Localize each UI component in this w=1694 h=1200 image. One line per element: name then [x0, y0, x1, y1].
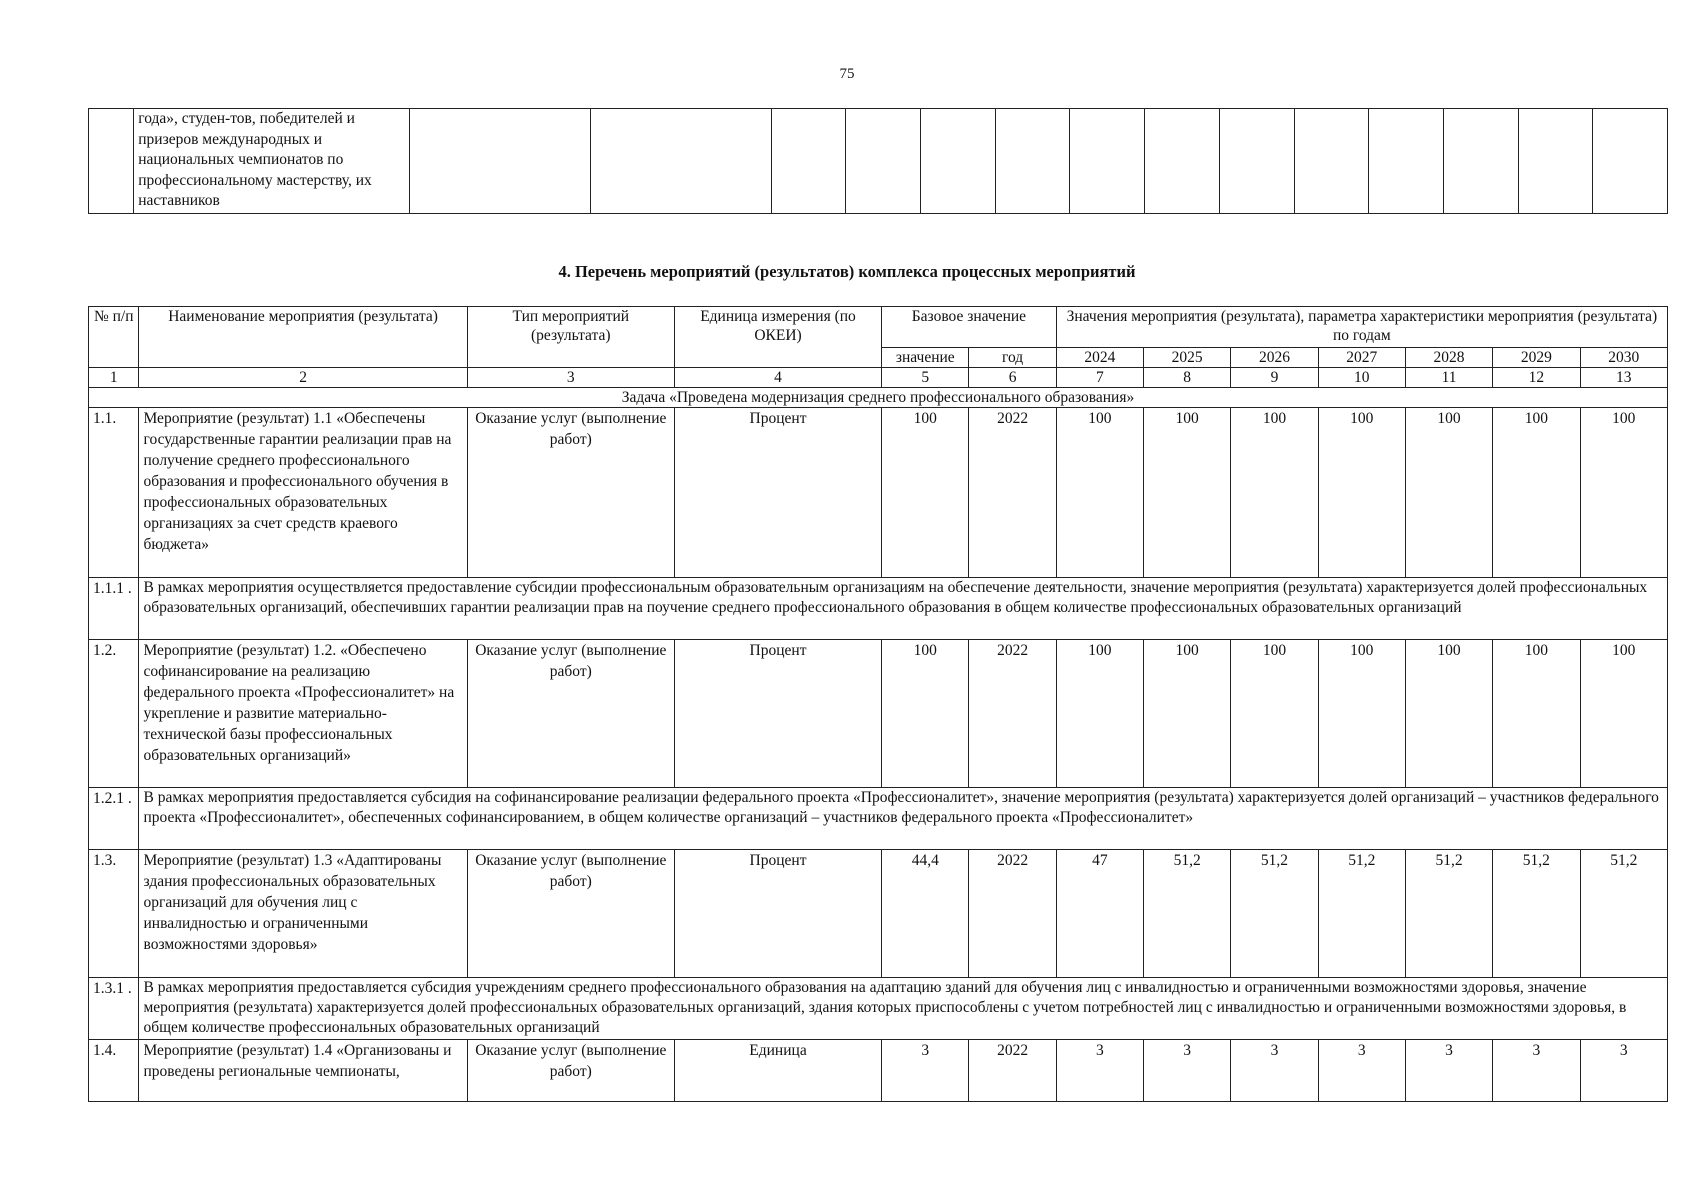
item-unit: Процент	[674, 640, 881, 788]
column-number: 13	[1580, 368, 1668, 388]
column-number: 5	[882, 368, 969, 388]
item-base-value: 100	[882, 640, 969, 788]
item-unit: Единица	[674, 1040, 881, 1102]
column-number: 12	[1493, 368, 1580, 388]
item-unit: Процент	[674, 850, 881, 978]
header-values: Значения мероприятия (результата), параметра характеристики мероприятия (результата) по годам	[1056, 307, 1667, 348]
header-base-value: значение	[882, 348, 969, 368]
item-type: Оказание услуг (выполнение работ)	[467, 850, 674, 978]
header-year: 2030	[1580, 348, 1668, 368]
description-number: 1.1.1 .	[89, 578, 139, 640]
item-value: 3	[1318, 1040, 1405, 1102]
column-number: 2	[139, 368, 467, 388]
item-value: 100	[1493, 408, 1580, 578]
header-name: Наименование мероприятия (результата)	[139, 307, 467, 368]
item-base-value: 44,4	[882, 850, 969, 978]
item-value: 100	[1056, 408, 1143, 578]
item-base-year: 2022	[969, 1040, 1056, 1102]
item-base-year: 2022	[969, 408, 1056, 578]
table-row	[89, 640, 1668, 788]
description-text: В рамках мероприятия предоставляется субсидия учреждениям среднего профессионального образования на адаптацию зданий для обучения лиц с инвалидностью и ограниченными возможностями здоровья, значение мероприятия (результата) характеризуется долей профессиональных образовательных организаций, здания которых приспособлены с учетом потребностей лиц с инвалидностью и ограниченными возможностями здоровья, в общем количестве профессиональных образовательных организаций	[139, 978, 1668, 1040]
item-value: 51,2	[1318, 850, 1405, 978]
header-num: № п/п	[89, 307, 139, 368]
item-value: 100	[1318, 408, 1405, 578]
item-value: 100	[1318, 640, 1405, 788]
column-number: 6	[969, 368, 1056, 388]
continuation-text: года», студен-тов, победителей и призеров международных и национальных чемпионатов по профессиональному мастерству, их наставников	[134, 109, 410, 214]
item-value: 51,2	[1231, 850, 1318, 978]
column-number: 7	[1056, 368, 1143, 388]
item-name: Мероприятие (результат) 1.1 «Обеспечены государственные гарантии реализации прав на получение среднего профессионального образования и профессионального обучения в профессиональных образовательных организациях за счет средств краевого бюджета»	[139, 408, 467, 578]
item-value: 100	[1493, 640, 1580, 788]
column-number-row	[89, 368, 1668, 388]
item-number: 1.3.	[89, 850, 139, 978]
column-number: 9	[1231, 368, 1318, 388]
item-value: 100	[1144, 408, 1231, 578]
item-number: 1.1.	[89, 408, 139, 578]
item-type: Оказание услуг (выполнение работ)	[467, 408, 674, 578]
table-row	[89, 850, 1668, 978]
item-base-year: 2022	[969, 850, 1056, 978]
description-number: 1.3.1 .	[89, 978, 139, 1040]
item-value: 100	[1580, 640, 1668, 788]
description-row	[89, 788, 1668, 850]
item-value: 47	[1056, 850, 1143, 978]
item-value: 100	[1231, 640, 1318, 788]
table-row	[89, 1040, 1668, 1102]
item-value: 51,2	[1493, 850, 1580, 978]
item-value: 3	[1056, 1040, 1143, 1102]
item-value: 51,2	[1580, 850, 1668, 978]
task-title: Задача «Проведена модернизация среднего профессионального образования»	[89, 388, 1668, 408]
item-value: 3	[1231, 1040, 1318, 1102]
column-number: 8	[1144, 368, 1231, 388]
item-value: 51,2	[1405, 850, 1492, 978]
header-year: 2026	[1231, 348, 1318, 368]
header-base: Базовое значение	[882, 307, 1057, 348]
section-title: 4. Перечень мероприятий (результатов) комплекса процессных мероприятий	[558, 262, 1136, 281]
item-name: Мероприятие (результат) 1.4 «Организованы и проведены региональные чемпионаты,	[139, 1040, 467, 1102]
column-number: 10	[1318, 368, 1405, 388]
header-year: 2025	[1144, 348, 1231, 368]
description-text: В рамках мероприятия предоставляется субсидия на софинансирование реализации федерального проекта «Профессионалитет», значение мероприятия (результата) характеризуется долей организаций – участников федерального проекта «Профессионалитет», обеспеченных софинансированием, в общем количестве организаций – участников федерального проекта «Профессионалитет»	[139, 788, 1668, 850]
measures-table	[88, 306, 1668, 1102]
item-value: 100	[1144, 640, 1231, 788]
column-number: 11	[1405, 368, 1492, 388]
item-name: Мероприятие (результат) 1.2. «Обеспечено софинансирование на реализацию федерального проекта «Профессионалитет» на укрепление и развитие материально-технической базы профессиональных образовательных организаций»	[139, 640, 467, 788]
item-value: 100	[1405, 640, 1492, 788]
column-number: 3	[467, 368, 674, 388]
item-value: 3	[1580, 1040, 1668, 1102]
item-value: 3	[1493, 1040, 1580, 1102]
item-value: 100	[1580, 408, 1668, 578]
item-value: 100	[1056, 640, 1143, 788]
item-value: 100	[1405, 408, 1492, 578]
column-number: 4	[674, 368, 881, 388]
item-unit: Процент	[674, 408, 881, 578]
header-year: 2028	[1405, 348, 1492, 368]
task-row	[89, 388, 1668, 408]
item-value: 100	[1231, 408, 1318, 578]
item-value: 3	[1405, 1040, 1492, 1102]
item-base-value: 100	[882, 408, 969, 578]
item-number: 1.2.	[89, 640, 139, 788]
header-year: 2027	[1318, 348, 1405, 368]
page-number: 75	[839, 66, 855, 82]
item-base-year: 2022	[969, 640, 1056, 788]
header-type: Тип мероприятий (результата)	[467, 307, 674, 368]
item-name: Мероприятие (результат) 1.3 «Адаптированы здания профессиональных образовательных организаций для обучения лиц с инвалидностью и ограниченными возможностями здоровья»	[139, 850, 467, 978]
description-row	[89, 578, 1668, 640]
description-number: 1.2.1 .	[89, 788, 139, 850]
table-row	[89, 408, 1668, 578]
item-value: 51,2	[1144, 850, 1231, 978]
item-number: 1.4.	[89, 1040, 139, 1102]
header-unit: Единица измерения (по ОКЕИ)	[674, 307, 881, 368]
item-value: 3	[1144, 1040, 1231, 1102]
continuation-row	[89, 109, 1668, 214]
header-year: 2029	[1493, 348, 1580, 368]
column-number: 1	[89, 368, 139, 388]
description-row	[89, 978, 1668, 1040]
item-base-value: 3	[882, 1040, 969, 1102]
continuation-table	[88, 108, 1668, 214]
header-year: 2024	[1056, 348, 1143, 368]
header-row	[89, 307, 1668, 348]
item-type: Оказание услуг (выполнение работ)	[467, 640, 674, 788]
header-base-year: год	[969, 348, 1056, 368]
item-type: Оказание услуг (выполнение работ)	[467, 1040, 674, 1102]
empty-cell	[89, 109, 134, 214]
description-text: В рамках мероприятия осуществляется предоставление субсидии профессиональным образовательным организациям на обеспечение деятельности, значение мероприятия (результата) характеризуется долей профессиональных образовательных организаций, обеспечивших гарантии реализации прав на поучение среднего профессионального образования в общем количестве профессиональных образовательных организаций	[139, 578, 1668, 640]
